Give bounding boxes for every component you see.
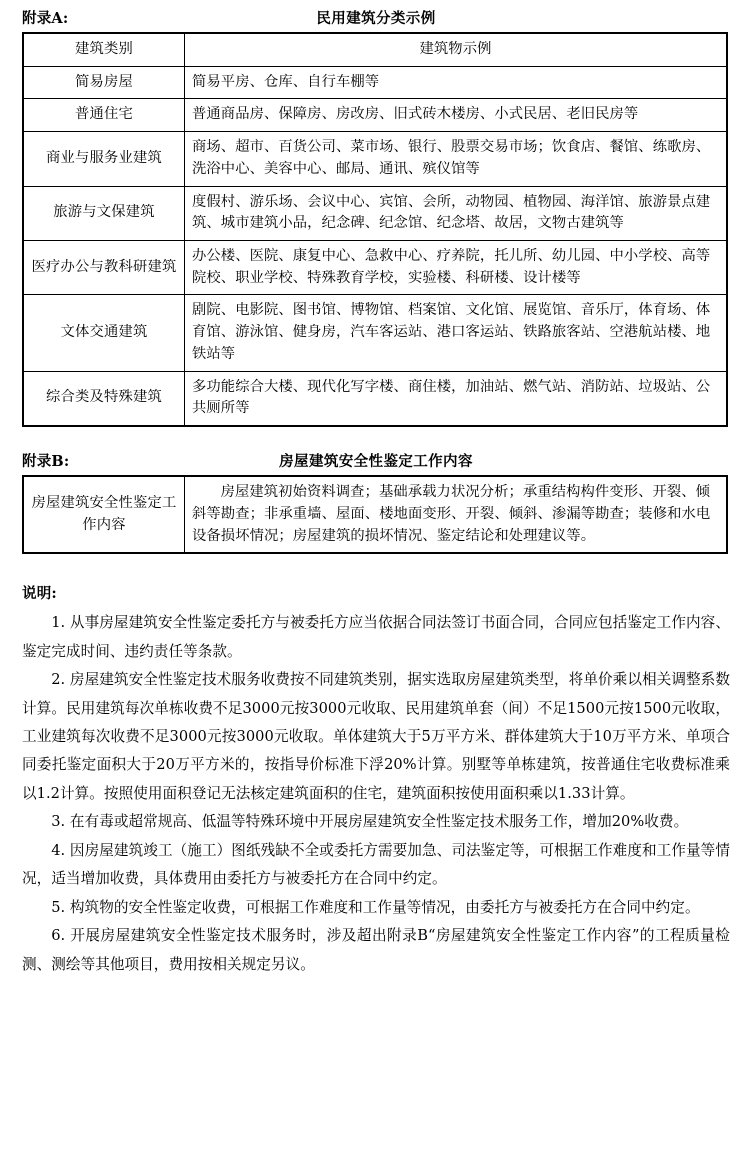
notes-heading: 说明: <box>22 585 57 603</box>
row-category: 房屋建筑安全性鉴定工作内容 <box>23 476 185 553</box>
table-row <box>23 186 727 240</box>
document-page <box>0 6 752 1161</box>
table-row <box>23 241 727 295</box>
row-category: 医疗办公与教科研建筑 <box>23 241 185 295</box>
safety-appraisal-scope-table <box>22 475 728 554</box>
row-examples: 多功能综合大楼、现代化写字楼、商住楼，加油站、燃气站、消防站、垃圾站、公共厕所等 <box>185 371 728 426</box>
row-examples: 度假村、游乐场、会议中心、宾馆、会所，动物园、植物园、海洋馆、旅游景点建筑、城市建筑小品，纪念碑、纪念馆、纪念塔、故居，文物古建筑等 <box>185 186 728 240</box>
note-item: 3. 在有毒或超常规高、低温等特殊环境中开展房屋建筑安全性鉴定技术服务工作，增加20%收费。 <box>51 813 689 831</box>
appendix-a-label: 附录A: <box>22 10 69 27</box>
appendix-a-title: 民用建筑分类示例 <box>316 10 436 27</box>
note-item: 4. 因房屋建筑竣工（施工）图纸残缺不全或委托方需要加急、司法鉴定等，可根据工作难度和工作量等情况，适当增加收费，具体费用由委托方与被委托方在合同中约定。 <box>22 841 730 888</box>
row-examples: 普通商品房、保障房、房改房、旧式砖木楼房、小式民居、老旧民房等 <box>185 99 728 132</box>
row-category: 旅游与文保建筑 <box>23 186 185 240</box>
note-item: 1. 从事房屋建筑安全性鉴定委托方与被委托方应当依据合同法签订书面合同，合同应包括鉴定工作内容、鉴定完成时间、违约责任等条款。 <box>22 614 730 660</box>
table-row <box>23 371 727 426</box>
building-classification-table <box>22 32 728 427</box>
table-row <box>23 66 727 99</box>
row-examples: 剧院、电影院、图书馆、博物馆、档案馆、文化馆、展览馆、音乐厅，体育场、体育馆、游泳馆、健身房，汽车客运站、港口客运站、铁路旅客站、空港航站楼、地铁站等 <box>185 295 728 371</box>
column-header-examples: 建筑物示例 <box>185 33 728 66</box>
row-category: 普通住宅 <box>23 99 185 132</box>
row-category: 综合类及特殊建筑 <box>23 371 185 426</box>
notes-section <box>22 582 730 979</box>
row-content: 房屋建筑初始资料调查；基础承载力状况分析；承重结构构件变形、开裂、倾斜等勘查；非承重墙、屋面、楼地面变形、开裂、倾斜、渗漏等勘查；装修和水电设备损坏情况；房屋建筑的损坏情况、鉴定结论和处理建议等。 <box>185 476 728 553</box>
row-examples: 商场、超市、百货公司、菜市场、银行、股票交易市场；饮食店、餐馆、练歌房、洗浴中心、美容中心、邮局、通讯、殡仪馆等 <box>185 132 728 186</box>
row-category: 商业与服务业建筑 <box>23 132 185 186</box>
appendix-b-label: 附录B: <box>22 453 70 471</box>
table-row <box>23 295 727 371</box>
table-row <box>23 476 727 553</box>
appendix-b-title: 房屋建筑安全性鉴定工作内容 <box>279 453 473 471</box>
column-header-category: 建筑类别 <box>23 33 185 66</box>
note-item: 2. 房屋建筑安全性鉴定技术服务收费按不同建筑类别，据实选取房屋建筑类型，将单价乘以相关调整系数计算。民用建筑每次单栋收费不足3000元按3000元收取、民用建筑单套（间）不足1500元按1500元收取，工业建筑每次收费不足3000元按3000元收取。单体建筑大于5万平方米、群体建筑大于10万平方米、单项合同委托鉴定面积大于20万平方米的，按指导价标准下浮20%计算。别墅等单栋建筑，按普通住宅收费标准乘以1.2计算。按照使用面积登记无法核定建筑面积的住宅，建筑面积按使用面积乘以1.33计算。 <box>22 671 730 802</box>
table-row <box>23 132 727 186</box>
row-examples: 办公楼、医院、康复中心、急救中心、疗养院，托儿所、幼儿园、中小学校、高等院校、职业学校、特殊教育学校，实验楼、科研楼、设计楼等 <box>185 241 728 295</box>
row-category: 文体交通建筑 <box>23 295 185 371</box>
appendix-b-header <box>22 449 730 475</box>
note-item: 5. 构筑物的安全性鉴定收费，可根据工作难度和工作量等情况，由委托方与被委托方在合同中约定。 <box>51 898 700 916</box>
row-examples: 简易平房、仓库、自行车棚等 <box>185 66 728 99</box>
appendix-a-header <box>22 6 730 32</box>
row-category: 简易房屋 <box>23 66 185 99</box>
table-header-row <box>23 33 727 66</box>
table-row <box>23 99 727 132</box>
note-item: 6. 开展房屋建筑安全性鉴定技术服务时，涉及超出附录B“房屋建筑安全性鉴定工作内容”的工程质量检测、测绘等其他项目，费用按相关规定另议。 <box>22 927 730 973</box>
